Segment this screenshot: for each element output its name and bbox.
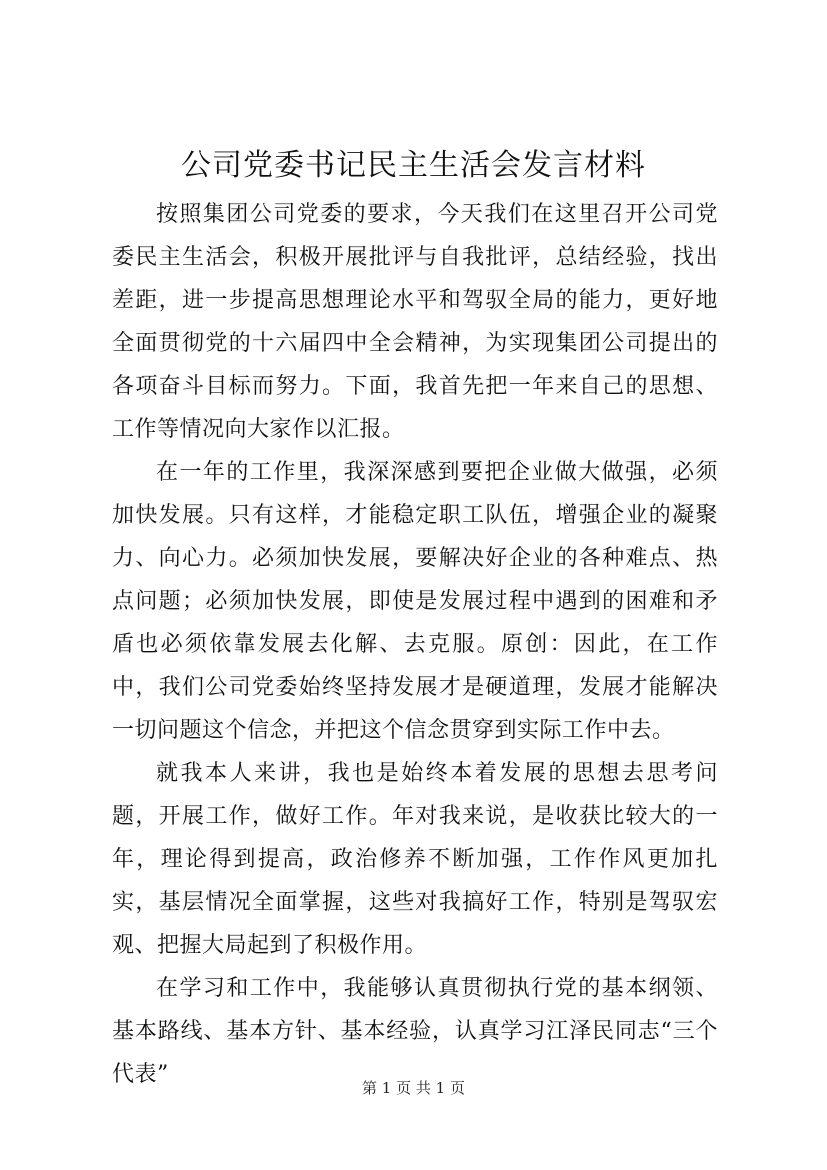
paragraph-3: 就我本人来讲，我也是始终本着发展的思想去思考问题，开展工作，做好工作。年对我来说，是收获比较大的一年，理论得到提高，政治修养不断加强，工作作风更加扎实，基层情况全面掌握，这些对我搞好工作，特别是驾驭宏观、把握大局起到了积极作用。 [112, 761, 718, 958]
page-number-footer: 第 1 页 共 1 页 [362, 1079, 465, 1097]
document-title: 公司党委书记民主生活会发言材料 [181, 148, 646, 183]
paragraph-1: 按照集团公司党委的要求，今天我们在这里召开公司党委民主生活会，积极开展批评与自我批评，总结经验，找出差距，进一步提高思想理论水平和驾驭全局的能力，更好地全面贯彻党的十六届四中全会精神，为实现集团公司提出的各项奋斗目标而努力。下面，我首先把一年来自己的思想、工作等情况向大家作以汇报。 [112, 202, 718, 442]
paragraph-4: 在学习和工作中，我能够认真贯彻执行党的基本纲领、基本路线、基本方针、基本经验，认真学习江泽民同志“三个代表” [112, 976, 718, 1087]
document-body [112, 193, 718, 1096]
paragraph-2: 在一年的工作里，我深深感到要把企业做大做强，必须加快发展。只有这样，才能稳定职工队伍，增强企业的凝聚力、向心力。必须加快发展，要解决好企业的各种难点、热点问题；必须加快发展，即使是发展过程中遇到的困难和矛盾也必须依靠发展去化解、去克服。原创：因此，在工作中，我们公司党委始终坚持发展才是硬道理，发展才能解决一切问题这个信念，并把这个信念贯穿到实际工作中去。 [112, 460, 718, 743]
